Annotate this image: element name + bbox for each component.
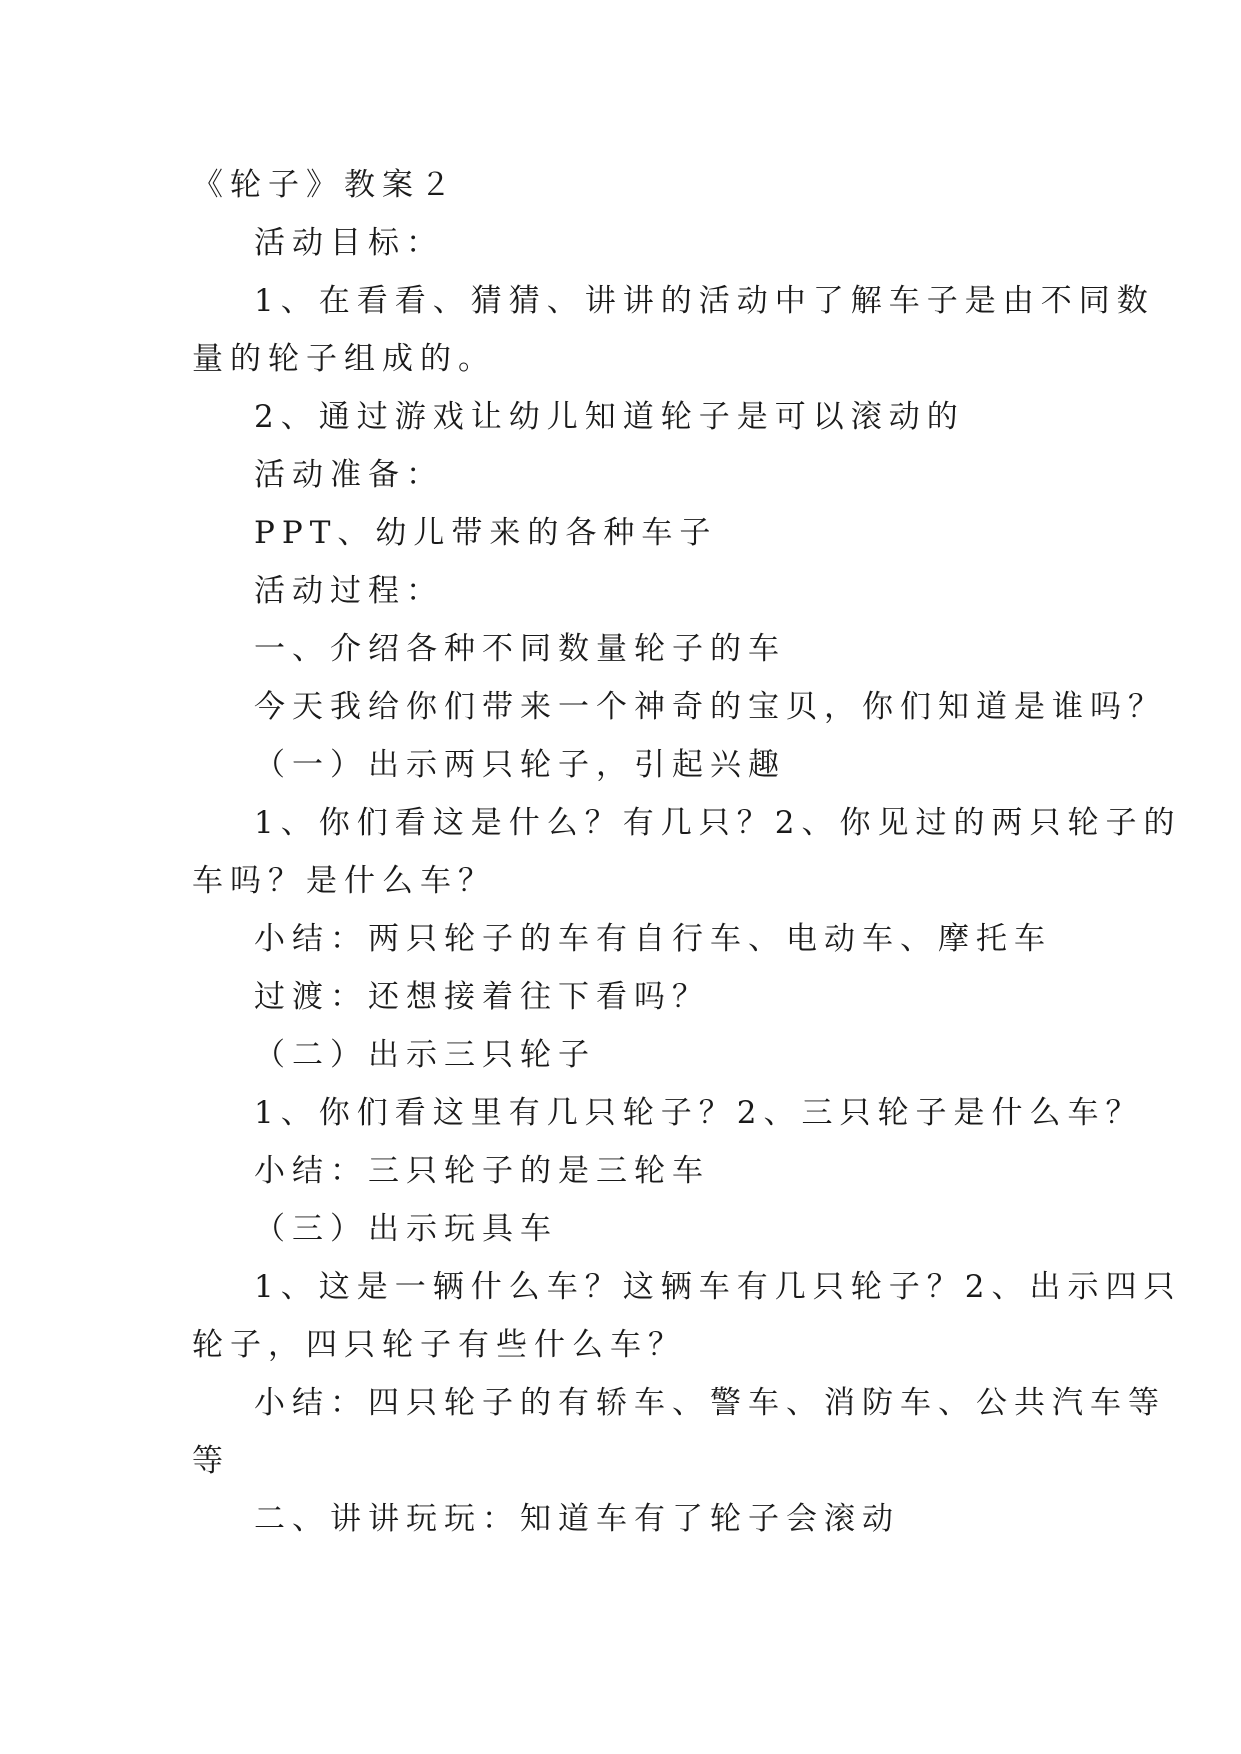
document-title: 《轮子》教案２ bbox=[192, 167, 458, 203]
paragraph-line: 等 bbox=[192, 1443, 230, 1479]
paragraph-line: （一）出示两只轮子，引起兴趣 bbox=[254, 747, 786, 783]
paragraph-line: 车吗？是什么车？ bbox=[192, 863, 496, 899]
paragraph-line: 过渡：还想接着往下看吗？ bbox=[254, 979, 710, 1015]
paragraph-line: 1、你们看这里有几只轮子？2、三只轮子是什么车？ bbox=[254, 1095, 1144, 1131]
section-heading-process: 活动过程： bbox=[254, 573, 444, 609]
paragraph-line: PPT、幼儿带来的各种车子 bbox=[254, 515, 718, 551]
paragraph-line: 1、你们看这是什么？有几只？2、你见过的两只轮子的 bbox=[254, 805, 1182, 841]
paragraph-line: 1、在看看、猜猜、讲讲的活动中了解车子是由不同数 bbox=[254, 283, 1155, 319]
paragraph-line: 1、这是一辆什么车？这辆车有几只轮子？2、出示四只 bbox=[254, 1269, 1182, 1305]
paragraph-line: （二）出示三只轮子 bbox=[254, 1037, 596, 1073]
paragraph-line: 小结：三只轮子的是三轮车 bbox=[254, 1153, 710, 1189]
paragraph-line: 小结：四只轮子的有轿车、警车、消防车、公共汽车等 bbox=[254, 1385, 1166, 1421]
paragraph-line: 轮子，四只轮子有些什么车？ bbox=[192, 1327, 686, 1363]
section-heading-preparation: 活动准备： bbox=[254, 457, 444, 493]
document-body bbox=[192, 156, 1182, 1548]
paragraph-line: 量的轮子组成的。 bbox=[192, 341, 496, 377]
paragraph-line: 小结：两只轮子的车有自行车、电动车、摩托车 bbox=[254, 921, 1052, 957]
paragraph-line: （三）出示玩具车 bbox=[254, 1211, 558, 1247]
paragraph-line: 二、讲讲玩玩：知道车有了轮子会滚动 bbox=[254, 1501, 900, 1537]
section-heading-objectives: 活动目标： bbox=[254, 225, 444, 261]
paragraph-line: 一、介绍各种不同数量轮子的车 bbox=[254, 631, 786, 667]
paragraph-line: 2、通过游戏让幼儿知道轮子是可以滚动的 bbox=[254, 399, 965, 435]
paragraph-line: 今天我给你们带来一个神奇的宝贝，你们知道是谁吗？ bbox=[254, 689, 1166, 725]
